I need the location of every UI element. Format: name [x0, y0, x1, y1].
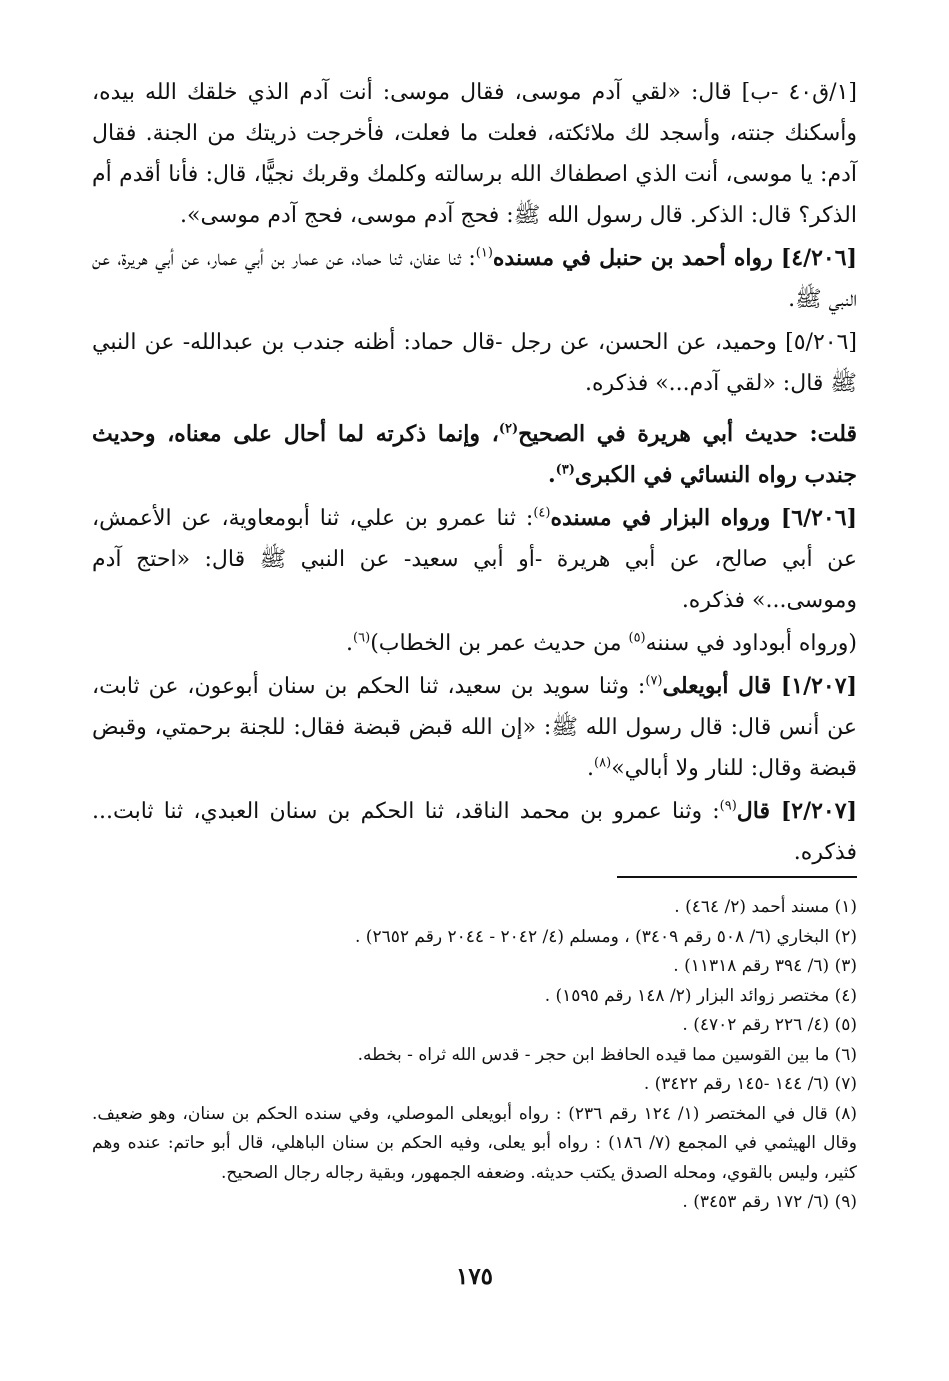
- paragraph-text: : ثنا عفان، ثنا حماد، عن عمار بن أبي عمار، عن أبي هريرة، عن النبي ﷺ.: [92, 246, 857, 312]
- footnote-8: (٨) قال في المختصر (١/ ١٢٤ رقم ٢٣٦) : رواه أبويعلى الموصلي، وفي سنده الحكم بن سنان، وهو ضعيف. وقال الهيثمي في المجمع (٧/ ١٨٦) : رواه أبو يعلى، وفيه الحكم بن سنان الباهلي، قال أبو حاتم: عنده وهم كثير، وليس بالقوي، ومحله الصدق يكتب حديثه. وضعفه الجمهور، وبقية رجاله رجال الصحيح.: [92, 1103, 857, 1183]
- footnote-7: (٧) (٦/ ١٤٤ -١٤٥ رقم ٣٤٢٢) .: [643, 1074, 857, 1094]
- footnote-4: (٤) مختصر زوائد البزار (٢/ ١٤٨ رقم ١٥٩٥) .: [544, 985, 857, 1006]
- paragraph-text: من حديث عمر بن الخطاب): [370, 631, 629, 656]
- paragraph-text: (ورواه أبوداود في سننه: [645, 631, 857, 656]
- paragraph-1: [١/ق٤٠ -ب] قال: «لقي آدم موسى، فقال موسى: أنت آدم الذي خلقك الله بيده، وأسكنك جنته، وأسجد لك ملائكته، فعلت ما فعلت، فأخرجت ذريتك من الجنة. فقال آدم: يا موسى، أنت الذي اصطفاك الله برسالته وكلمك وقربك نجيًّا، قال: فأنا أقدم أم الذكر؟ قال: الذكر. قال رسول الله ﷺ: فحج آدم موسى، فحج آدم موسى».: [92, 80, 857, 228]
- paragraph-text: .: [587, 756, 595, 781]
- footnote-ref: (٦): [353, 630, 371, 646]
- hadith-ref: [٢/٢٠٧] قال: [736, 798, 857, 824]
- footnote-ref: (٩): [719, 798, 737, 814]
- footnote-3: (٣) (٦/ ٣٩٤ رقم ١١٣١٨) .: [673, 956, 857, 976]
- footnote-ref: (٥): [628, 630, 646, 646]
- footnote-1: (١) مسند أحمد (٢/ ٤٦٤) .: [674, 897, 857, 917]
- paragraph-text: ، وإنما ذكرته لما أحال على معناه، وحديث جندب رواه النسائي في الكبرى: [92, 421, 857, 488]
- footnote-separator: [617, 876, 857, 878]
- page-number: ١٧٥: [455, 1263, 494, 1290]
- main-text: [92, 72, 857, 873]
- paragraph-8: [92, 791, 857, 873]
- footnote-6: (٦) ما بين القوسين مما قيده الحافظ ابن حجر - قدس الله ثراه - بخطه.: [357, 1044, 857, 1065]
- hadith-ref: [١/٢٠٧] قال أبويعلى: [662, 673, 857, 699]
- paragraph-7: [92, 666, 857, 789]
- paragraph-4: [92, 414, 857, 496]
- hadith-ref: [٤/٢٠٦] رواه أحمد بن حنبل في مسنده: [492, 245, 857, 271]
- paragraph-text: : وثنا سويد بن سعيد، ثنا الحكم بن سنان أبوعون، عن ثابت، عن أنس قال: قال رسول الله ﷺ: «إن الله قبض قبضة فقال: للجنة برحمتي، وقبض قبضة وقال: للنار ولا أبالي»: [92, 674, 857, 781]
- footnote-ref: (٨): [594, 755, 612, 771]
- paragraph-3: [٥/٢٠٦] وحميد، عن الحسن، عن رجل -قال حماد: أظنه جندب بن عبدالله- عن النبي ﷺ قال: «لقي آدم...» فذكره.: [92, 330, 857, 396]
- footnote-5: (٥) (٤/ ٢٢٦ رقم ٤٧٠٢) .: [682, 1015, 857, 1035]
- footnote-ref: (٤): [533, 505, 551, 521]
- hadith-ref: [٦/٢٠٦] ورواه البزار في مسنده: [550, 505, 857, 531]
- footnotes: [92, 893, 857, 1218]
- paragraph-text: .: [346, 631, 354, 656]
- paragraph-2: [92, 238, 857, 320]
- paragraph-6: [92, 623, 857, 664]
- footnote-ref: (٧): [645, 673, 663, 689]
- paragraph-text: قلت: حديث أبي هريرة في الصحيح: [518, 421, 857, 447]
- paragraph-text: .: [547, 462, 556, 488]
- footnote-9: (٩) (٦/ ١٧٢ رقم ٣٤٥٣) .: [682, 1192, 857, 1212]
- footnote-2: (٢) البخاري (٦/ ٥٠٨ رقم ٣٤٠٩) ، ومسلم (٤/ ٢٠٤٢ - ٢٠٤٤ رقم ٢٦٥٢) .: [355, 926, 857, 947]
- footnote-ref: (١): [475, 245, 493, 261]
- paragraph-text: : وثنا عمرو بن محمد الناقد، ثنا الحكم بن سنان العبدي، ثنا ثابت... فذكره.: [92, 799, 857, 865]
- footnote-ref: (٢): [498, 421, 519, 437]
- footnote-ref: (٣): [555, 462, 575, 478]
- paragraph-5: [92, 498, 857, 621]
- paragraph-text: : ثنا عمرو بن علي، ثنا أبومعاوية، عن الأعمش، عن أبي صالح، عن أبي هريرة -أو أبي سعيد- عن النبي ﷺ قال: «احتج آدم وموسى...» فذكره.: [92, 506, 857, 613]
